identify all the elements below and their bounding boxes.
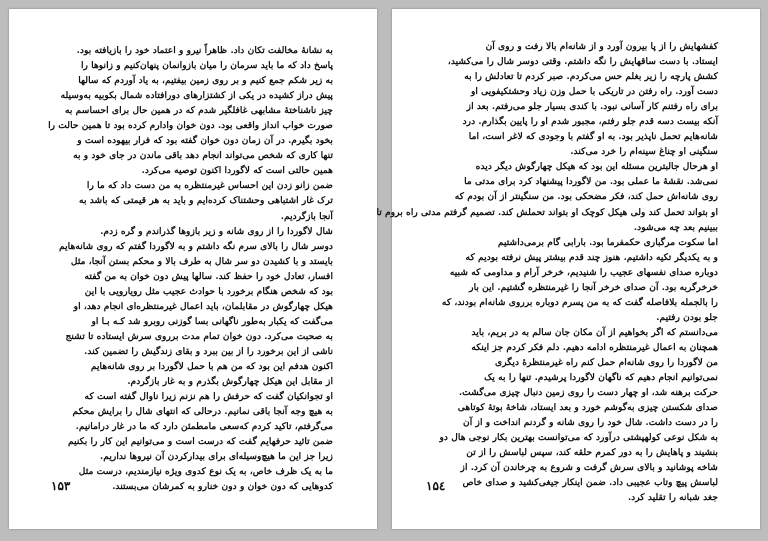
text-line: اما سکوت مرگباری حکمفرما بود. بارابی گام برمی‌داشتیم — [497, 236, 718, 248]
text-line: لباسش پیچ وتاب عجیبی داد. ضمن اینکار جیغی‌کشید و صدای خاص — [462, 477, 718, 489]
text-line: زیرا جز این ما هیچ‌وسیله‌ای برای بیدارکردن آن نیروها نداریم. — [100, 451, 333, 463]
text-line: پاسخ داد که ما باید سرمان را میان بازوانمان پنهان‌کنیم و زانوها را — [80, 60, 333, 72]
text-line: حرکت برهنه شد، او چهار دست را روی زمین دنبال چیزی می‌گشت. — [458, 387, 718, 399]
text-line: همین حالتی است که لاگوردا اکنون توصیه می‌کرد. — [141, 165, 333, 177]
text-line: نمی‌توانیم انجام دهیم که ناگهان لاگوردا پرشیدم. تنها را به یک — [484, 372, 718, 384]
text-line: را در دست داشت. شال خود را روی شانه و گردنم انداخت و از آن — [463, 417, 718, 429]
text-line: دوباره صدای نفسهای عجیب را شنیدیم، خرخر آرام و مداومی که شبیه — [449, 266, 718, 278]
text-line: می‌گرفتم، تاکید کردم که‌سعی مامطمئن دارد که ما در غار درامانیم. — [75, 421, 333, 433]
text-line: به نشانهٔ مخالفت تکان داد. ظاهراً نیرو و اعتماد خود را بازیافته بود. — [76, 45, 333, 56]
right-page — [376, 9, 760, 529]
text-line: می‌گفت که یکبار به‌طور ناگهانی بسا گوزنی روبرو شد کـه بـا او — [91, 315, 333, 327]
text-line: صدای شکستن چیزی به‌گوشم خورد و بعد ایستاد، شاخهٔ بوتهٔ کوتاهی — [457, 402, 718, 414]
text-line: به صحبت می‌کرد. دون خوان تمام مدت برروی سرش ایستاده تا تشنج — [65, 330, 333, 342]
text-line: او بتواند تحمل کند ولی هیکل کوچک او بتواند تحملش کند. تصمیم گرفتم مدتی راه بروم تا — [376, 206, 718, 218]
text-line: روی شانه‌اش حمل کند، فکر مضحکی بود. من سنگینتر از آن بودم که — [454, 191, 718, 203]
text-line: ایستاد. با دست ساقهایش را نگه داشتم. وقتی دوسر شال را می‌کشید، — [447, 56, 718, 68]
left-page-number: ۱۵۳ — [51, 479, 71, 493]
text-line: بود که شخص هنگام برخورد با حوادث عجیب مثل رویارویی با این — [84, 285, 333, 297]
right-page-text — [376, 39, 718, 505]
text-line: می‌دانستم که اگر بخواهیم از آن مکان جان سالم به در بریم، باید — [471, 326, 718, 338]
text-line: تنها کاری که شخص می‌تواند انجام دهد باقی ماندن در جای خود و به — [73, 150, 333, 162]
text-line: و به یکدیگر تکیه داشتیم. هنوز چند قدم بیشتر پیش نرفته بودیم که — [465, 251, 718, 263]
right-page-number: ۱۵٤ — [426, 479, 446, 493]
text-line: به هیچ وجه آنجا باقی نمانیم. درحالی که انتهای شال را برایش محکم — [72, 406, 333, 418]
text-line: شال لاگوردا را از روی شانه و زیر بازوها گذراندم و گره زدم. — [100, 225, 333, 237]
text-line: چیز ناشناختهٔ مشابهی غافلگیر شدم که در همین حال برای احساسم به — [64, 105, 333, 117]
text-line: از مقابل این هیکل چهارگوش بگذرم و به غار بازگردم. — [127, 376, 333, 388]
text-line: سنگینی او چناغ سینه‌ام را خرد می‌کند. — [570, 146, 718, 158]
text-line: شاخه پوشانید و بالای سرش گرفت و شروع به چرخاندن آن کرد. از — [460, 462, 718, 474]
text-line: نمی‌شد. نقشهٔ ما عملی بود. من لاگوردا پیشنهاد کرد برای مدتی ما — [464, 176, 718, 188]
text-line: بنشیند و پاهایش را به دور کمرم حلقه کند، سپس لباسش را از تن — [466, 447, 718, 459]
text-line: آنجا بازگردیم. — [280, 210, 333, 222]
text-line: را بالجمله بلافاصله گفت که به من پسرم دوباره برروی شانه‌ام بودند، که — [441, 296, 718, 308]
text-line: به شکل نوعی کولهپشتی درآورد که می‌توانست بهترین بکار نوجی هال دو — [439, 432, 718, 444]
text-line: هیکل چهارگوش در مقابلمان، باید اعمال غیرمنتظره‌ای انجام دهد، او — [73, 300, 333, 312]
text-line: ناشی از این برخورد را از بین ببرد و بقای زندگیش را تضمین کند. — [84, 345, 333, 357]
text-line: برای راه رفتنم کار آسانی نبود. با کندی بسیار جلو می‌رفتم. بعد از — [466, 101, 718, 113]
text-line: کفشهایش را از پا بیرون آورد و از شانه‌ام بالا رفت و روی آن — [485, 41, 718, 52]
text-line: بایستد و با کشیدن دو سر شال به طرف بالا و محکم بستن آنجا، مثل — [70, 255, 333, 267]
text-line: دست آورد. راه رفتن در تاریکی با حمل وزن زیاد وحشتکیفویی او — [470, 86, 718, 98]
text-line: دوسر شال را بالای سرم نگه داشتم و به لاگوردا گفتم که روی شانه‌هایم — [59, 240, 333, 252]
text-line: ضمن تائید حرفهایم گفت که درست است و می‌توانیم این کار را بکنیم — [67, 436, 333, 448]
text-line: اکنون هدفم این بود که من هم با حمل لاگوردا بر روی شانه‌هایم — [90, 360, 333, 372]
text-line: ترک غار اشتباهی وحشتناک کرده‌ایم و باید به هر قیمتی که باشد به — [79, 195, 333, 207]
text-line: خرخرگربه بود. آن صدای خرخر آنجا را غیرمنتظره گشتیم. این بار — [469, 281, 718, 293]
text-line: ضمن زانو زدن این احساس غیرمنتظره به من دست داد که ما را — [86, 180, 333, 192]
text-line: به زیر شکم جمع کنیم و بر روی زمین بیفتیم، به یاد آوردم که سالها — [78, 75, 333, 87]
text-line: بخود بگیرم. در آن زمان دون خوان گفته بود که فرار بیهوده است و — [77, 135, 333, 147]
left-page-text — [48, 43, 333, 494]
left-page — [9, 9, 377, 529]
text-line: افسار، تعادل خود را حفظ کند. سالها پیش دون خوان به من گفته — [84, 270, 333, 282]
text-line: پیش دراز کشیده در یکی از کشتزارهای دورافتاده شمال بکوبیه به‌وسیله — [60, 90, 333, 102]
text-line: همچنان به اعمال غیرمنتظره ادامه دهیم. دلم فکر کردم جز اینکه — [471, 341, 718, 353]
text-line: ببینیم بعد چه می‌شود. — [633, 221, 718, 233]
text-line: کدوهایی که دون خوان و دون خنارو به کمرشان می‌بستند. — [112, 481, 333, 493]
text-line: آنکه بیست دسه قدم جلو رفتم، مجبور شدم او را پایین بگذارم. درد — [462, 116, 718, 128]
text-line: ما به یک ظرف خاص، به یک نوع کدوی ویژه نیازمندیم، درست مثل — [78, 466, 333, 478]
text-line: صورت خواب انداز واقعی بود. دون خوان وادارم کرده بود تا همین حالت را — [48, 120, 333, 132]
text-line: او تجوانکیان گفت که حرفش را هم نزنم زیرا ناوال گفته است که — [84, 391, 333, 403]
text-line: او هرحال جالبترین مسئله این بود که هیکل چهارگوش دیگر دیده — [475, 161, 718, 173]
text-line: من لاگوردا را روی شانه‌ام حمل کنم راه غیرمنتظرهٔ دیگری — [495, 356, 718, 368]
text-line: جغد شبانه را تقلید کرد. — [627, 492, 718, 504]
text-line: کشش پارچه را زیر بغلم حس می‌کردم. صبر کردم تا تعادلش را به — [464, 71, 718, 83]
text-line: جلو بودن رفتیم. — [656, 311, 718, 323]
text-line: شانه‌هایم تحمل ناپذیر بود. به او گفتم با وجودی که لاغر است، اما — [468, 131, 718, 143]
